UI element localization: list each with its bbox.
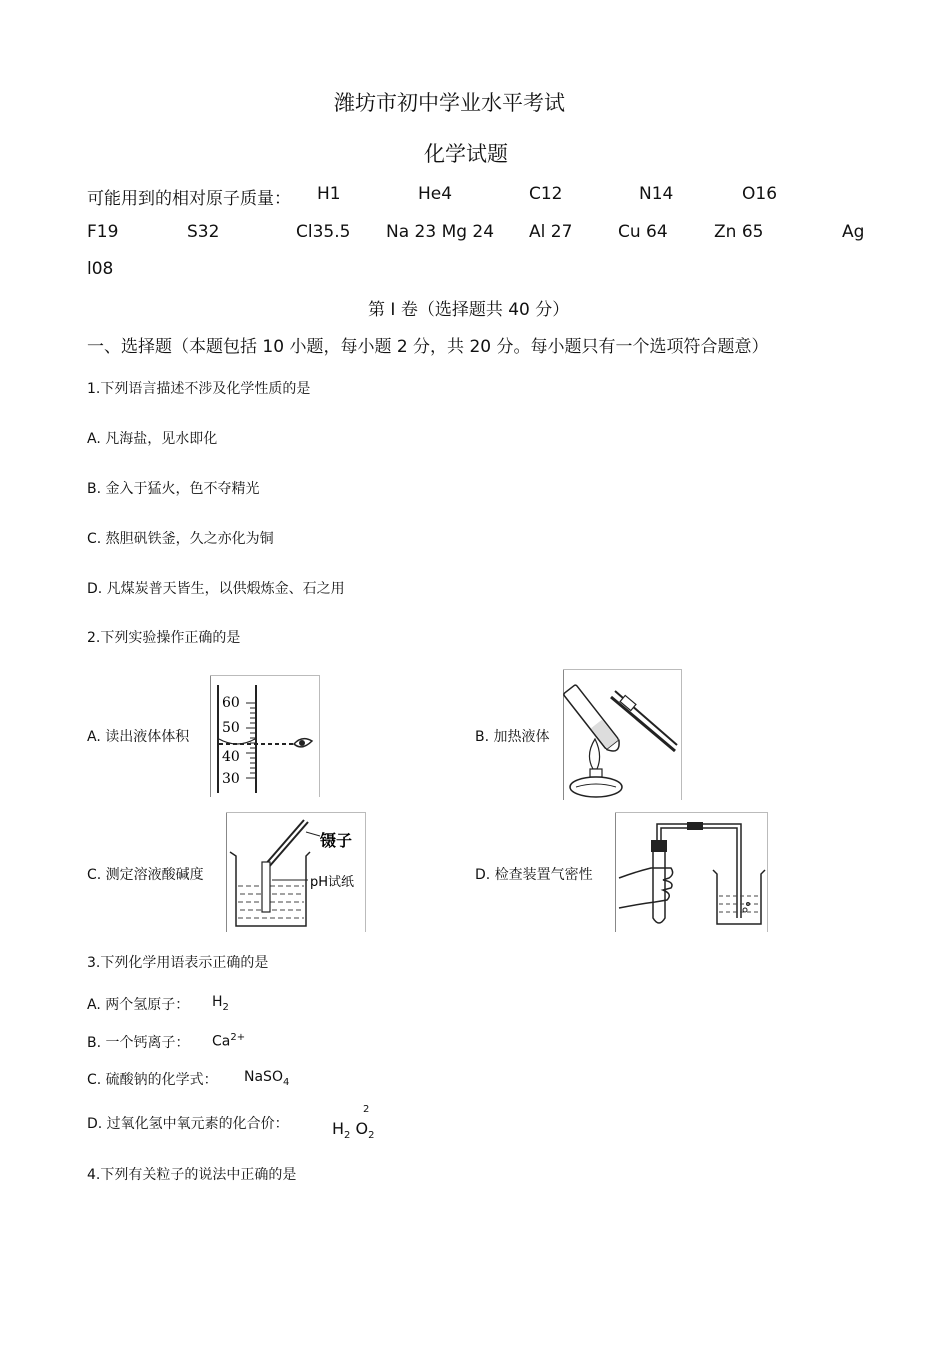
- heating-liquid-figure: [563, 669, 682, 800]
- atomic-mass-item: Na 23 Mg 24: [386, 222, 495, 242]
- cylinder-tick-label: 50: [222, 720, 240, 736]
- option-b: B. 加热液体: [475, 729, 550, 745]
- option-c: C. 测定溶液酸碱度: [87, 867, 204, 883]
- option-a: A. 凡海盐，见水即化: [87, 431, 218, 447]
- option-c: C. 熬胆矾铁釜，久之亦化为铜: [87, 531, 274, 547]
- question-stem: 1.下列语言描述不涉及化学性质的是: [87, 381, 311, 397]
- ph-paper-label: pH试纸: [310, 875, 355, 890]
- option-b: B. 金入于猛火，色不夺精光: [87, 481, 260, 497]
- tweezers-label: 镊子: [320, 831, 353, 850]
- formula-h2: $H_2$: [212, 994, 229, 1013]
- option-d: D. 过氧化氢中氧元素的化合价：: [87, 1116, 289, 1132]
- atomic-mass-label: 可能用到的相对原子质量：: [87, 189, 291, 209]
- option-a: A. 两个氢原子：: [87, 997, 190, 1013]
- atomic-mass-item: Zn 65: [714, 222, 764, 242]
- atomic-mass-item: H1: [317, 184, 341, 204]
- question-stem: 3.下列化学用语表示正确的是: [87, 955, 269, 971]
- part-title: 一、选择题（本题包括 10 小题，每小题 2 分，共 20 分。每小题只有一个选项符合题意）: [87, 337, 769, 357]
- atomic-mass-item: S32: [187, 222, 220, 242]
- cylinder-tick-label: 40: [222, 749, 240, 765]
- graduated-cylinder-figure: [210, 675, 320, 797]
- atomic-mass-item: Ag: [842, 222, 865, 242]
- question-stem: 2.下列实验操作正确的是: [87, 630, 241, 646]
- atomic-mass-item: C12: [529, 184, 563, 204]
- option-d: D. 检查装置气密性: [475, 867, 593, 883]
- atomic-mass-item: Cl35.5: [296, 222, 351, 242]
- formula-naso4: NaSO$_4$: [244, 1069, 290, 1088]
- cylinder-tick-label: 60: [222, 695, 240, 711]
- atomic-mass-item: N14: [639, 184, 674, 204]
- formula-ca-ion: $Ca^{2+}$: [212, 1032, 246, 1050]
- atomic-mass-item: He4: [418, 184, 453, 204]
- atomic-mass-item: F19: [87, 222, 119, 242]
- question-stem: 4.下列有关粒子的说法中正确的是: [87, 1167, 297, 1183]
- option-b: B. 一个钙离子：: [87, 1035, 190, 1051]
- option-a: A. 读出液体体积: [87, 729, 190, 745]
- atomic-mass-item: l08: [87, 259, 114, 279]
- volume-title: 第 I 卷（选择题共 40 分）: [368, 300, 570, 320]
- atomic-mass-item: Al 27: [529, 222, 573, 242]
- ph-test-figure: [226, 812, 366, 932]
- formula-h2o2: $H_2$ $O_2$: [332, 1119, 375, 1142]
- option-d: D. 凡煤炭普天皆生，以供煅炼金、石之用: [87, 581, 345, 597]
- valence-mark: 2: [363, 1104, 370, 1115]
- page-title: 潍坊市初中学业水平考试: [334, 91, 565, 115]
- airtightness-figure: [615, 812, 768, 932]
- option-c: C. 硫酸钠的化学式：: [87, 1072, 218, 1088]
- page-subtitle: 化学试题: [424, 142, 508, 166]
- cylinder-tick-label: 30: [222, 771, 240, 787]
- atomic-mass-item: Cu 64: [618, 222, 668, 242]
- atomic-mass-item: O16: [742, 184, 778, 204]
